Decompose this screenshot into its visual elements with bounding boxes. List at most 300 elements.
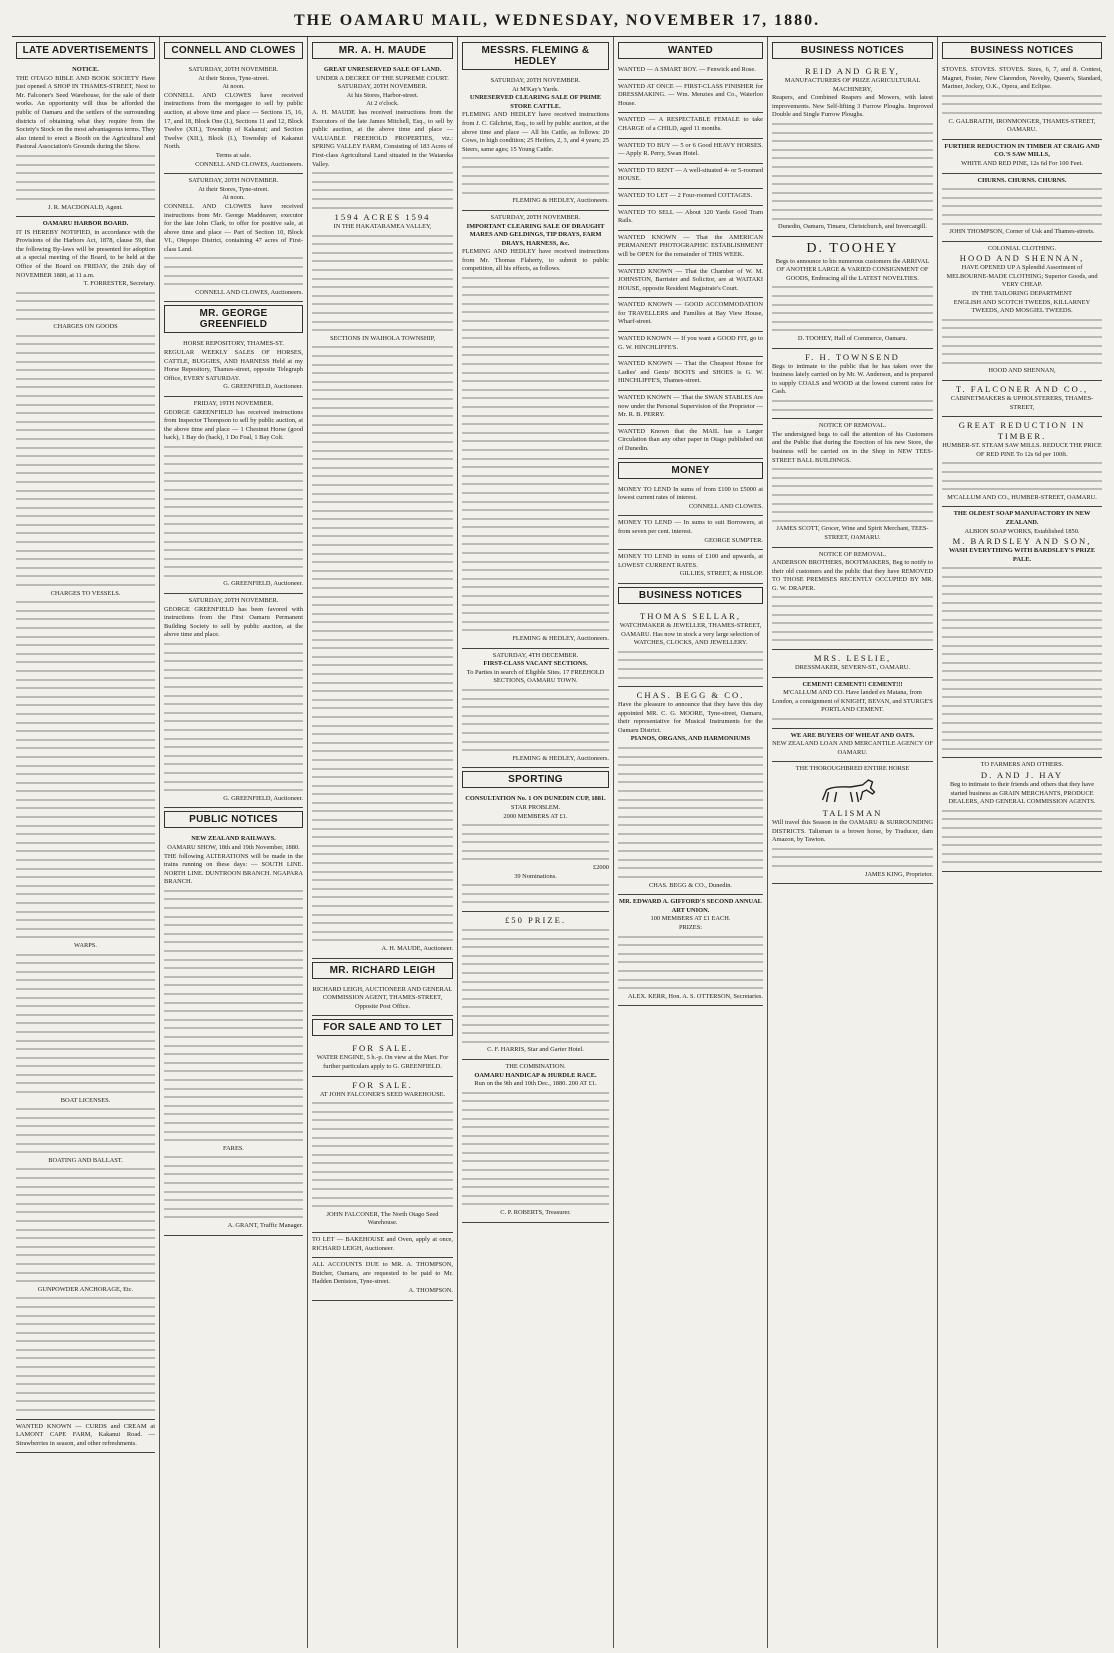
column-2 bbox=[160, 37, 308, 1648]
small-print-line bbox=[772, 197, 933, 206]
small-print-line bbox=[16, 435, 155, 444]
small-print-line bbox=[618, 976, 763, 985]
small-print-line bbox=[462, 558, 609, 567]
signature: FLEMING & HEDLEY, Auctioneers. bbox=[512, 635, 609, 642]
small-print-line bbox=[312, 575, 453, 584]
small-print-line bbox=[16, 461, 155, 470]
small-print-line bbox=[462, 969, 609, 978]
falconer-seed-ad bbox=[312, 1077, 453, 1234]
small-print-line bbox=[772, 465, 933, 474]
signature: Dunedin, Oamaru, Timaru, Christchurch, and Invercargill. bbox=[778, 223, 927, 231]
small-print-line bbox=[942, 850, 1102, 859]
wanted-text: WANTED KNOWN — That the SWAN STABLES Are now under the Personal Supervision of the Proprietor — Mr. R. B. PERRY. bbox=[618, 394, 763, 419]
sale-date: SATURDAY, 20TH NOVEMBER. bbox=[188, 177, 279, 185]
small-print-line bbox=[772, 406, 933, 415]
small-print-line bbox=[16, 1062, 155, 1071]
body: STOVES. STOVES. STOVES. Sizes, 6, 7, and 8. Contest, Magnet, Foster, New Clarendon, Novelty, Queen's, Standard, Mariner, Jockey, O.K., Opera, and Eclipse. bbox=[942, 66, 1102, 91]
body: MONEY TO LEND In sums of from £100 to £5000 at lowest current rates of interest. bbox=[618, 485, 763, 502]
small-print-line bbox=[16, 487, 155, 496]
small-print-line bbox=[462, 943, 609, 952]
small-print-line bbox=[942, 676, 1102, 685]
small-print-line bbox=[312, 532, 453, 541]
small-print-line bbox=[942, 607, 1102, 616]
small-print-line bbox=[312, 204, 453, 213]
wanted-item bbox=[618, 139, 763, 164]
subtitle: OAMARU SHOW, 18th and 19th November, 1880. bbox=[167, 843, 300, 851]
small-print-line bbox=[312, 687, 453, 696]
small-print-line bbox=[772, 482, 933, 491]
prize-pool: £2000 bbox=[593, 864, 609, 872]
small-print-line bbox=[462, 890, 609, 899]
small-print-line bbox=[164, 1179, 303, 1188]
small-print-line bbox=[16, 401, 155, 410]
small-print-line bbox=[164, 769, 303, 778]
section-header: MONEY bbox=[618, 462, 763, 479]
money-ad bbox=[618, 483, 763, 517]
small-print-line bbox=[462, 549, 609, 558]
sale-place: At his Stores, Harbor-street. bbox=[346, 91, 419, 99]
small-print-line bbox=[462, 515, 609, 524]
column-6 bbox=[768, 37, 938, 1648]
small-print-line bbox=[312, 404, 453, 413]
small-print-line bbox=[16, 392, 155, 401]
small-print-line bbox=[942, 590, 1102, 599]
small-print-line bbox=[164, 735, 303, 744]
small-print-line bbox=[942, 841, 1102, 850]
falconer-cabinet-ad bbox=[942, 381, 1102, 417]
small-print-line bbox=[462, 377, 609, 386]
small-print-line bbox=[462, 898, 609, 907]
small-print-line bbox=[16, 1337, 155, 1346]
small-print-line bbox=[312, 464, 453, 473]
small-print-line bbox=[164, 529, 303, 538]
sale-date: FRIDAY, 19TH NOVEMBER. bbox=[193, 400, 274, 407]
column-7 bbox=[938, 37, 1106, 1648]
wanted-item bbox=[618, 357, 763, 391]
small-print-line bbox=[312, 696, 453, 705]
small-print-line bbox=[618, 665, 763, 674]
signature: FLEMING & HEDLEY, Auctioneers. bbox=[512, 197, 609, 205]
small-print-line bbox=[16, 469, 155, 478]
small-print-line bbox=[16, 856, 155, 865]
small-print-line bbox=[164, 786, 303, 795]
small-print-line bbox=[772, 137, 933, 146]
signature: GILLIES, STREET, & HISLOP. bbox=[679, 570, 763, 578]
small-print-line bbox=[312, 343, 453, 352]
small-print-line bbox=[16, 839, 155, 848]
small-print-line bbox=[16, 1174, 155, 1183]
sale-place: At M'Kay's Yards. bbox=[512, 85, 559, 93]
small-print-line bbox=[164, 1042, 303, 1051]
small-print-line bbox=[312, 850, 453, 859]
sale-date: SATURDAY, 20TH NOVEMBER. bbox=[337, 83, 428, 91]
small-print-line bbox=[312, 911, 453, 920]
subheading: THE COMBINATION. bbox=[505, 1062, 566, 1070]
members: 2000 MEMBERS AT £1. bbox=[503, 812, 568, 820]
small-print-line bbox=[16, 349, 155, 358]
small-print-line bbox=[462, 480, 609, 489]
small-print-line bbox=[618, 847, 763, 856]
small-print-line bbox=[16, 572, 155, 581]
small-print-line bbox=[164, 1110, 303, 1119]
small-print-line bbox=[462, 163, 609, 172]
small-print-line bbox=[16, 315, 155, 324]
small-print-line bbox=[772, 517, 933, 526]
small-print-line bbox=[312, 928, 453, 937]
small-print-line bbox=[942, 333, 1102, 342]
small-print-line bbox=[16, 478, 155, 487]
wanted-text: WANTED TO BUY — 5 or 6 Good HEAVY HORSES. — Apply R. Perry, Swan Hotel. bbox=[618, 141, 763, 158]
small-print-line bbox=[942, 710, 1102, 719]
sale-place: At their Stores, Tyne-street. bbox=[198, 185, 269, 193]
small-print-line bbox=[16, 830, 155, 839]
title: NOTICE OF REMOVAL. bbox=[818, 550, 887, 558]
small-print-line bbox=[164, 280, 303, 289]
small-print-line bbox=[462, 847, 609, 856]
bible-society-ad bbox=[16, 63, 155, 217]
small-print-line bbox=[16, 607, 155, 616]
small-print-line bbox=[312, 386, 453, 395]
wanted-text: WANTED KNOWN — That the Chamber of W. M. JOHNSTON, Barrister and Solicitor, are at WAITAKI HOUSE, opposite Resident Magistrate's Court. bbox=[618, 267, 763, 292]
small-print-line bbox=[462, 283, 609, 292]
small-print-line bbox=[164, 700, 303, 709]
gifford-ad bbox=[618, 895, 763, 1006]
title: CONSULTATION No. 1 ON DUNEDIN CUP, 1881. bbox=[465, 795, 606, 803]
craig-timber-ad bbox=[942, 140, 1102, 174]
subheading: WARPS. bbox=[74, 941, 97, 949]
small-print-line bbox=[312, 790, 453, 799]
small-print-line bbox=[462, 855, 609, 864]
small-print-line bbox=[164, 990, 303, 999]
small-print-line bbox=[16, 409, 155, 418]
body: Will travel this Season in the OAMARU & SURROUNDING DISTRICTS. Talisman is a brown horse, by Traducer, dam Amazon, by Tawton. bbox=[772, 818, 933, 844]
wanted-item bbox=[618, 425, 763, 459]
small-print-line bbox=[164, 709, 303, 718]
small-print-line bbox=[462, 935, 609, 944]
sellar-ad bbox=[618, 608, 763, 687]
small-print-line bbox=[462, 403, 609, 412]
subheading: GUNPOWDER ANCHORAGE, Etc. bbox=[37, 1285, 134, 1293]
title: CHURNS. CHURNS. CHURNS. bbox=[977, 176, 1067, 184]
subheading: CHARGES ON GOODS bbox=[53, 323, 118, 331]
small-print-line bbox=[462, 317, 609, 326]
small-print-line bbox=[462, 1157, 609, 1166]
small-print-line bbox=[618, 958, 763, 967]
small-print-line bbox=[16, 152, 155, 161]
column-5 bbox=[614, 37, 768, 1648]
small-print-line bbox=[462, 300, 609, 309]
sale-date: SATURDAY, 20TH NOVEMBER. bbox=[188, 597, 279, 605]
small-print-line bbox=[164, 973, 303, 982]
small-print-line bbox=[16, 933, 155, 942]
small-print-line bbox=[16, 1363, 155, 1372]
sale-date: SATURDAY, 20TH NOVEMBER. bbox=[188, 66, 279, 73]
small-print-line bbox=[164, 760, 303, 769]
soap-ad bbox=[942, 507, 1102, 758]
small-print-line bbox=[942, 642, 1102, 651]
small-print-line bbox=[16, 538, 155, 547]
small-print-line bbox=[942, 667, 1102, 676]
subheading: BOAT LICENSES. bbox=[60, 1096, 111, 1104]
small-print-line bbox=[312, 447, 453, 456]
small-print-line bbox=[16, 641, 155, 650]
small-print-line bbox=[164, 1024, 303, 1033]
small-print-line bbox=[16, 1354, 155, 1363]
small-print-line bbox=[16, 169, 155, 178]
sale-place: At their Stores, Tyne-street. bbox=[198, 74, 269, 82]
small-print-line bbox=[772, 602, 933, 611]
small-print-line bbox=[312, 670, 453, 679]
small-print-line bbox=[462, 1029, 609, 1038]
small-print-line bbox=[16, 847, 155, 856]
wanted-text: WANTED Known that the MAIL has a Larger Circulation than any other paper in Otago published out of Dunedin. bbox=[618, 427, 763, 452]
small-print-line bbox=[164, 1067, 303, 1076]
small-print-line bbox=[164, 743, 303, 752]
small-print-line bbox=[312, 661, 453, 670]
subheading: IN THE HAKATARAMEA VALLEY, bbox=[333, 223, 432, 231]
small-print-line bbox=[164, 674, 303, 683]
small-print-line bbox=[312, 421, 453, 430]
small-print-line bbox=[16, 804, 155, 813]
body: WATCHMAKER & JEWELLER, THAMES-STREET, OAMARU. Has now in stock a very large selection of WATCHES, CLOCKS, AND JEWELLERY. bbox=[619, 621, 762, 647]
small-print-line bbox=[164, 895, 303, 904]
small-print-line bbox=[312, 1168, 453, 1177]
small-print-line bbox=[16, 1251, 155, 1260]
small-print-line bbox=[16, 899, 155, 908]
small-print-line bbox=[942, 564, 1102, 573]
small-print-line bbox=[16, 195, 155, 204]
title: THOMAS SELLAR, bbox=[639, 610, 742, 621]
small-print-line bbox=[16, 1148, 155, 1157]
small-print-line bbox=[16, 1208, 155, 1217]
small-print-line bbox=[16, 787, 155, 796]
small-print-line bbox=[16, 1260, 155, 1269]
small-print-line bbox=[312, 610, 453, 619]
small-print-line bbox=[462, 189, 609, 198]
small-print-line bbox=[462, 695, 609, 704]
small-print-line bbox=[164, 1059, 303, 1068]
signature: HOOD AND SHENNAN, bbox=[988, 367, 1056, 375]
small-print-line bbox=[312, 309, 453, 318]
small-print-line bbox=[312, 807, 453, 816]
small-print-line bbox=[618, 656, 763, 665]
subtitle: THE THOROUGHBRED ENTIRE HORSE bbox=[795, 765, 910, 773]
signature: JOHN THOMPSON, Corner of Usk and Thames-streets. bbox=[949, 228, 1095, 236]
small-print-line bbox=[16, 1200, 155, 1209]
small-print-line bbox=[772, 163, 933, 172]
small-print-line bbox=[16, 1389, 155, 1398]
wanted-item bbox=[618, 332, 763, 357]
signature: G. GREENFIELD, Auctioneer. bbox=[223, 794, 303, 802]
title: REID AND GREY, bbox=[805, 66, 900, 76]
small-print-line bbox=[462, 720, 609, 729]
small-print-line bbox=[16, 1277, 155, 1286]
townsend-ad bbox=[772, 349, 933, 420]
body: WATER ENGINE, 5 h.-p. On view at the Mart. For further particulars apply to G. GREENFIELD. bbox=[316, 1054, 449, 1070]
small-print-line bbox=[164, 460, 303, 469]
small-print-line bbox=[16, 426, 155, 435]
small-print-line bbox=[312, 1185, 453, 1194]
small-print-line bbox=[312, 178, 453, 187]
small-print-line bbox=[462, 618, 609, 627]
small-print-line bbox=[312, 1125, 453, 1134]
small-print-line bbox=[772, 318, 933, 327]
reid-grey-ad bbox=[772, 63, 933, 237]
small-print-line bbox=[164, 1102, 303, 1111]
small-print-line bbox=[16, 1114, 155, 1123]
section-header: FOR SALE AND TO LET bbox=[312, 1019, 453, 1036]
ad-title: OAMARU HARBOR BOARD. bbox=[42, 220, 129, 228]
small-print-line bbox=[772, 326, 933, 335]
title: NEW ZEALAND RAILWAYS. bbox=[191, 835, 276, 843]
small-print-line bbox=[16, 959, 155, 968]
signature: A. GRANT, Traffic Manager. bbox=[227, 1222, 303, 1230]
subtitle: WHITE AND RED PINE, 12s 6d For 100 Feet. bbox=[961, 159, 1083, 167]
small-print-line bbox=[16, 306, 155, 315]
small-print-line bbox=[16, 650, 155, 659]
small-print-line bbox=[16, 1183, 155, 1192]
wanted-item bbox=[618, 206, 763, 231]
subtitle: Run on the 9th and 10th Dec., 1880. 200 AT £1. bbox=[474, 1080, 597, 1088]
small-print-line bbox=[772, 500, 933, 509]
small-print-line bbox=[942, 599, 1102, 608]
small-print-line bbox=[312, 601, 453, 610]
small-print-line bbox=[164, 520, 303, 529]
small-print-line bbox=[16, 1165, 155, 1174]
small-print-line bbox=[772, 715, 933, 724]
small-print-line bbox=[16, 547, 155, 556]
small-print-line bbox=[16, 796, 155, 805]
small-print-line bbox=[312, 240, 453, 249]
small-print-line bbox=[312, 169, 453, 178]
small-print-line bbox=[312, 326, 453, 335]
small-print-line bbox=[164, 1076, 303, 1085]
wanted-item bbox=[618, 391, 763, 425]
section-header: LATE ADVERTISEMENTS bbox=[16, 42, 155, 59]
small-print-line bbox=[772, 146, 933, 155]
small-print-line bbox=[618, 933, 763, 942]
wanted-text: WANTED AT ONCE — FIRST-CLASS FINISHER for DRESSMAKING. — Wm. Menzies and Co., Waterloo House. bbox=[618, 82, 763, 107]
title: FOR SALE. bbox=[352, 1043, 413, 1054]
stoves-ad bbox=[942, 63, 1102, 140]
small-print-line bbox=[16, 1320, 155, 1329]
small-print-line bbox=[942, 624, 1102, 633]
body: HUMBER-ST. STEAM SAW MILLS. REDUCE THE PRICE OF RED PINE To 12s 6d per 100ft. bbox=[942, 442, 1102, 458]
small-print-line bbox=[942, 736, 1102, 745]
small-print-line bbox=[312, 300, 453, 309]
subheading: FARES. bbox=[222, 1144, 244, 1152]
small-print-line bbox=[462, 498, 609, 507]
small-print-line bbox=[462, 463, 609, 472]
small-print-line bbox=[16, 753, 155, 762]
title: GREAT REDUCTION IN TIMBER. bbox=[958, 420, 1086, 442]
small-print-line bbox=[312, 195, 453, 204]
body: Reapers, and Combined Reapers and Mowers, with latest improvements. New Self-lifting 3 Furrow Ploughs. Improved Double and Single Furrow Ploughs. bbox=[772, 94, 933, 119]
small-print-line bbox=[462, 523, 609, 532]
small-print-line bbox=[16, 710, 155, 719]
small-print-line bbox=[16, 916, 155, 925]
title: £50 PRIZE. bbox=[504, 915, 567, 926]
small-print-line bbox=[16, 1131, 155, 1140]
small-print-line bbox=[312, 739, 453, 748]
small-print-line bbox=[772, 853, 933, 862]
small-print-line bbox=[16, 1191, 155, 1200]
small-print-line bbox=[618, 778, 763, 787]
subtitle: AT JOHN FALCONER'S SEED WAREHOUSE. bbox=[319, 1090, 446, 1098]
small-print-line bbox=[164, 555, 303, 564]
subtitle: UNDER A DECREE OF THE SUPREME COURT. bbox=[316, 74, 449, 82]
small-print-line bbox=[16, 512, 155, 521]
small-print-line bbox=[772, 172, 933, 181]
small-print-line bbox=[16, 925, 155, 934]
small-print-line bbox=[462, 838, 609, 847]
small-print-line bbox=[462, 609, 609, 618]
small-print-line bbox=[312, 1108, 453, 1117]
small-print-line bbox=[16, 581, 155, 590]
column-1 bbox=[12, 37, 160, 1648]
small-print-line bbox=[462, 1175, 609, 1184]
small-print-line bbox=[164, 657, 303, 666]
small-print-line bbox=[16, 452, 155, 461]
small-print-line bbox=[164, 538, 303, 547]
small-print-line bbox=[462, 1097, 609, 1106]
leslie-ad bbox=[772, 650, 933, 678]
small-print-line bbox=[312, 1134, 453, 1143]
horse-icon bbox=[772, 776, 933, 806]
body: Begs to intimate to the public that he has taken over the business lately carried on by Mr. W. Anderson, and is prepared to supply COALS and WOOD at the lowest current rates for Cash. bbox=[772, 362, 933, 396]
fleming-cattle-sale bbox=[462, 74, 609, 211]
small-print-line bbox=[618, 674, 763, 683]
small-print-line bbox=[164, 887, 303, 896]
small-print-line bbox=[16, 994, 155, 1003]
small-print-line bbox=[618, 744, 763, 753]
small-print-line bbox=[164, 563, 303, 572]
small-print-line bbox=[462, 1038, 609, 1047]
small-print-line bbox=[772, 292, 933, 301]
title: GREAT UNRESERVED SALE OF LAND. bbox=[323, 66, 442, 73]
small-print-line bbox=[164, 512, 303, 521]
section-header: MR. A. H. MAUDE bbox=[312, 42, 453, 59]
small-print-line bbox=[942, 728, 1102, 737]
ad-body: THE OTAGO BIBLE AND BOOK SOCIETY Have just opened A SHOP IN THAMES-STREET, Next to Mr. Falconer's Seed Warehouse, for the sale of their works. An opportunity will thus be afforded the public of Oamaru and the settlers of the surrounding districts of obtaining what they require from the Society's Stock on the most advantageous terms. They also intend to erect a Booth on the Agricultural and Pastoral Association's Grounds during the Show. bbox=[16, 74, 155, 151]
small-print-line bbox=[618, 941, 763, 950]
small-print-line bbox=[462, 1183, 609, 1192]
small-print-line bbox=[16, 529, 155, 538]
small-print-line bbox=[312, 266, 453, 275]
small-print-line bbox=[16, 1346, 155, 1355]
wanted-text: WANTED — A SMART BOY. — Fenwick and Rose. bbox=[618, 66, 756, 73]
small-print-line bbox=[772, 611, 933, 620]
small-print-line bbox=[772, 129, 933, 138]
small-print-line bbox=[312, 653, 453, 662]
title: UNRESERVED CLEARING SALE OF PRIME STORE CATTLE. bbox=[469, 94, 602, 110]
sale-body: CONNELL AND CLOWES have received instructions from the mortgagee to sell by public auction, at above time and place — Sections 15, 16, 17, and 18, Block One (I.), Sections 11 and 12, Block Twelve (XII.), Township of Kakanui; and Section Twelve (XII.), Block (I.), Township of Kakanui North. bbox=[164, 91, 303, 151]
small-print-line bbox=[462, 566, 609, 575]
greenfield-repository bbox=[164, 337, 303, 397]
subheading: BOATING AND BALLAST. bbox=[48, 1156, 123, 1164]
small-print-line bbox=[16, 744, 155, 753]
small-print-line bbox=[462, 394, 609, 403]
small-print-line bbox=[16, 633, 155, 642]
small-print-line bbox=[312, 1099, 453, 1108]
small-print-line bbox=[312, 455, 453, 464]
small-print-line bbox=[462, 926, 609, 935]
small-print-line bbox=[462, 351, 609, 360]
small-print-line bbox=[772, 619, 933, 628]
column-3 bbox=[308, 37, 458, 1648]
small-print-line bbox=[772, 301, 933, 310]
title: MR. EDWARD A. GIFFORD'S SECOND ANNUAL ART UNION. bbox=[619, 898, 762, 914]
